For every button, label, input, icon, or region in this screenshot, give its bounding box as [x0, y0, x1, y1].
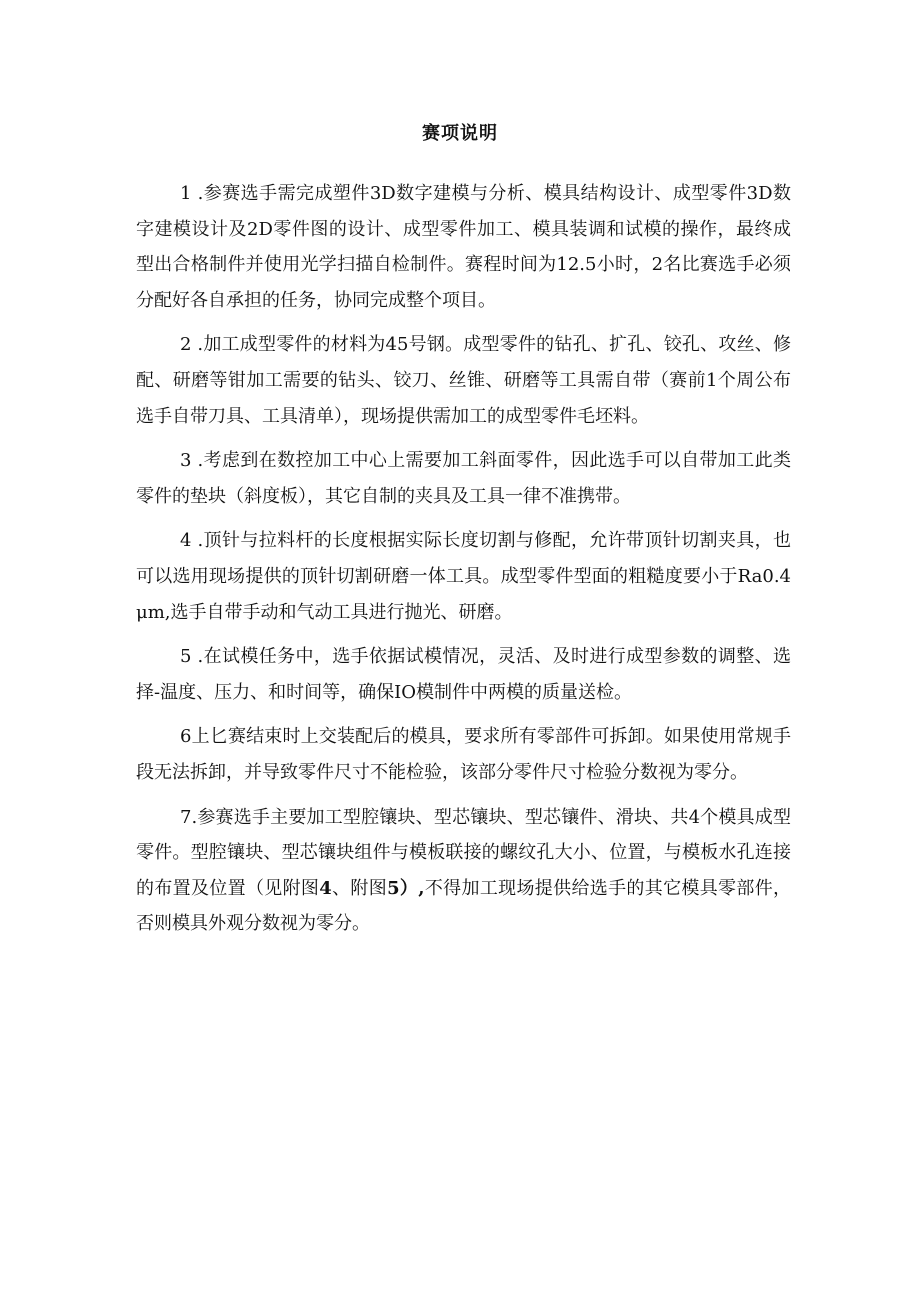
- paragraph-3: 3 .考虑到在数控加工中心上需要加工斜面零件，因此选手可以自带加工此类零件的垫块（斜度板），其它自制的夹具及工具一律不准携带。: [136, 450, 791, 507]
- document-title: 赛项说明: [422, 123, 498, 144]
- paragraph-7-figure-ref-5: 5）,: [387, 877, 425, 899]
- paragraph-5: 5 .在试模任务中，选手依据试模情况，灵活、及时进行成型参数的调整、选择-温度、压力、和时间等，确保IO模制件中两模的质量送检。: [136, 646, 791, 703]
- paragraph-7-figure-ref-4: 4: [319, 877, 332, 899]
- paragraph-7-text-after: 不得加工现场提供给选手的其它模具零部件，否则模具外观分数视为零分。: [136, 877, 792, 935]
- paragraph-4: 4 .顶针与拉料杆的长度根据实际长度切割与修配，允许带顶针切割夹具，也可以选用现场提供的顶针切割研磨一体工具。成型零件型面的粗糙度要小于Ra0.4μm,选手自带手动和气动工具进行抛光、研磨。: [136, 530, 791, 623]
- paragraph-6: 6上匕赛结束时上交装配后的模具，要求所有零部件可拆卸。如果使用常规手段无法拆卸，并导致零件尺寸不能检验，该部分零件尺寸检验分数视为零分。: [136, 726, 791, 783]
- paragraph-2: 2 .加工成型零件的材料为45号钢。成型零件的钻孔、扩孔、铰孔、攻丝、修配、研磨等钳加工需要的钻头、铰刀、丝锥、研磨等工具需自带（赛前1个周公布选手自带刀具、工具清单），现场提供需加工的成型零件毛坯料。: [136, 334, 791, 427]
- paragraph-7: [136, 800, 791, 942]
- paragraph-1: 1 .参赛选手需完成塑件3D数字建模与分析、模具结构设计、成型零件3D数字建模设计及2D零件图的设计、成型零件加工、模具装调和试模的操作，最终成型出合格制件并使用光学扫描自检制件。赛程时间为12.5小时，2名比赛选手必须分配好各自承担的任务，协同完成整个项目。: [136, 183, 791, 311]
- document-body: [136, 176, 791, 951]
- paragraph-7-text-middle: 、附图: [331, 877, 388, 899]
- paragraph-7-text-before: 7.参赛选手主要加工型腔镶块、型芯镶块、型芯镶件、滑块、共4个模具成型零件。型腔镶块、型芯镶块组件与模板联接的螺纹孔大小、位置，与模板水孔连接的布置及位置（见附图: [136, 806, 791, 899]
